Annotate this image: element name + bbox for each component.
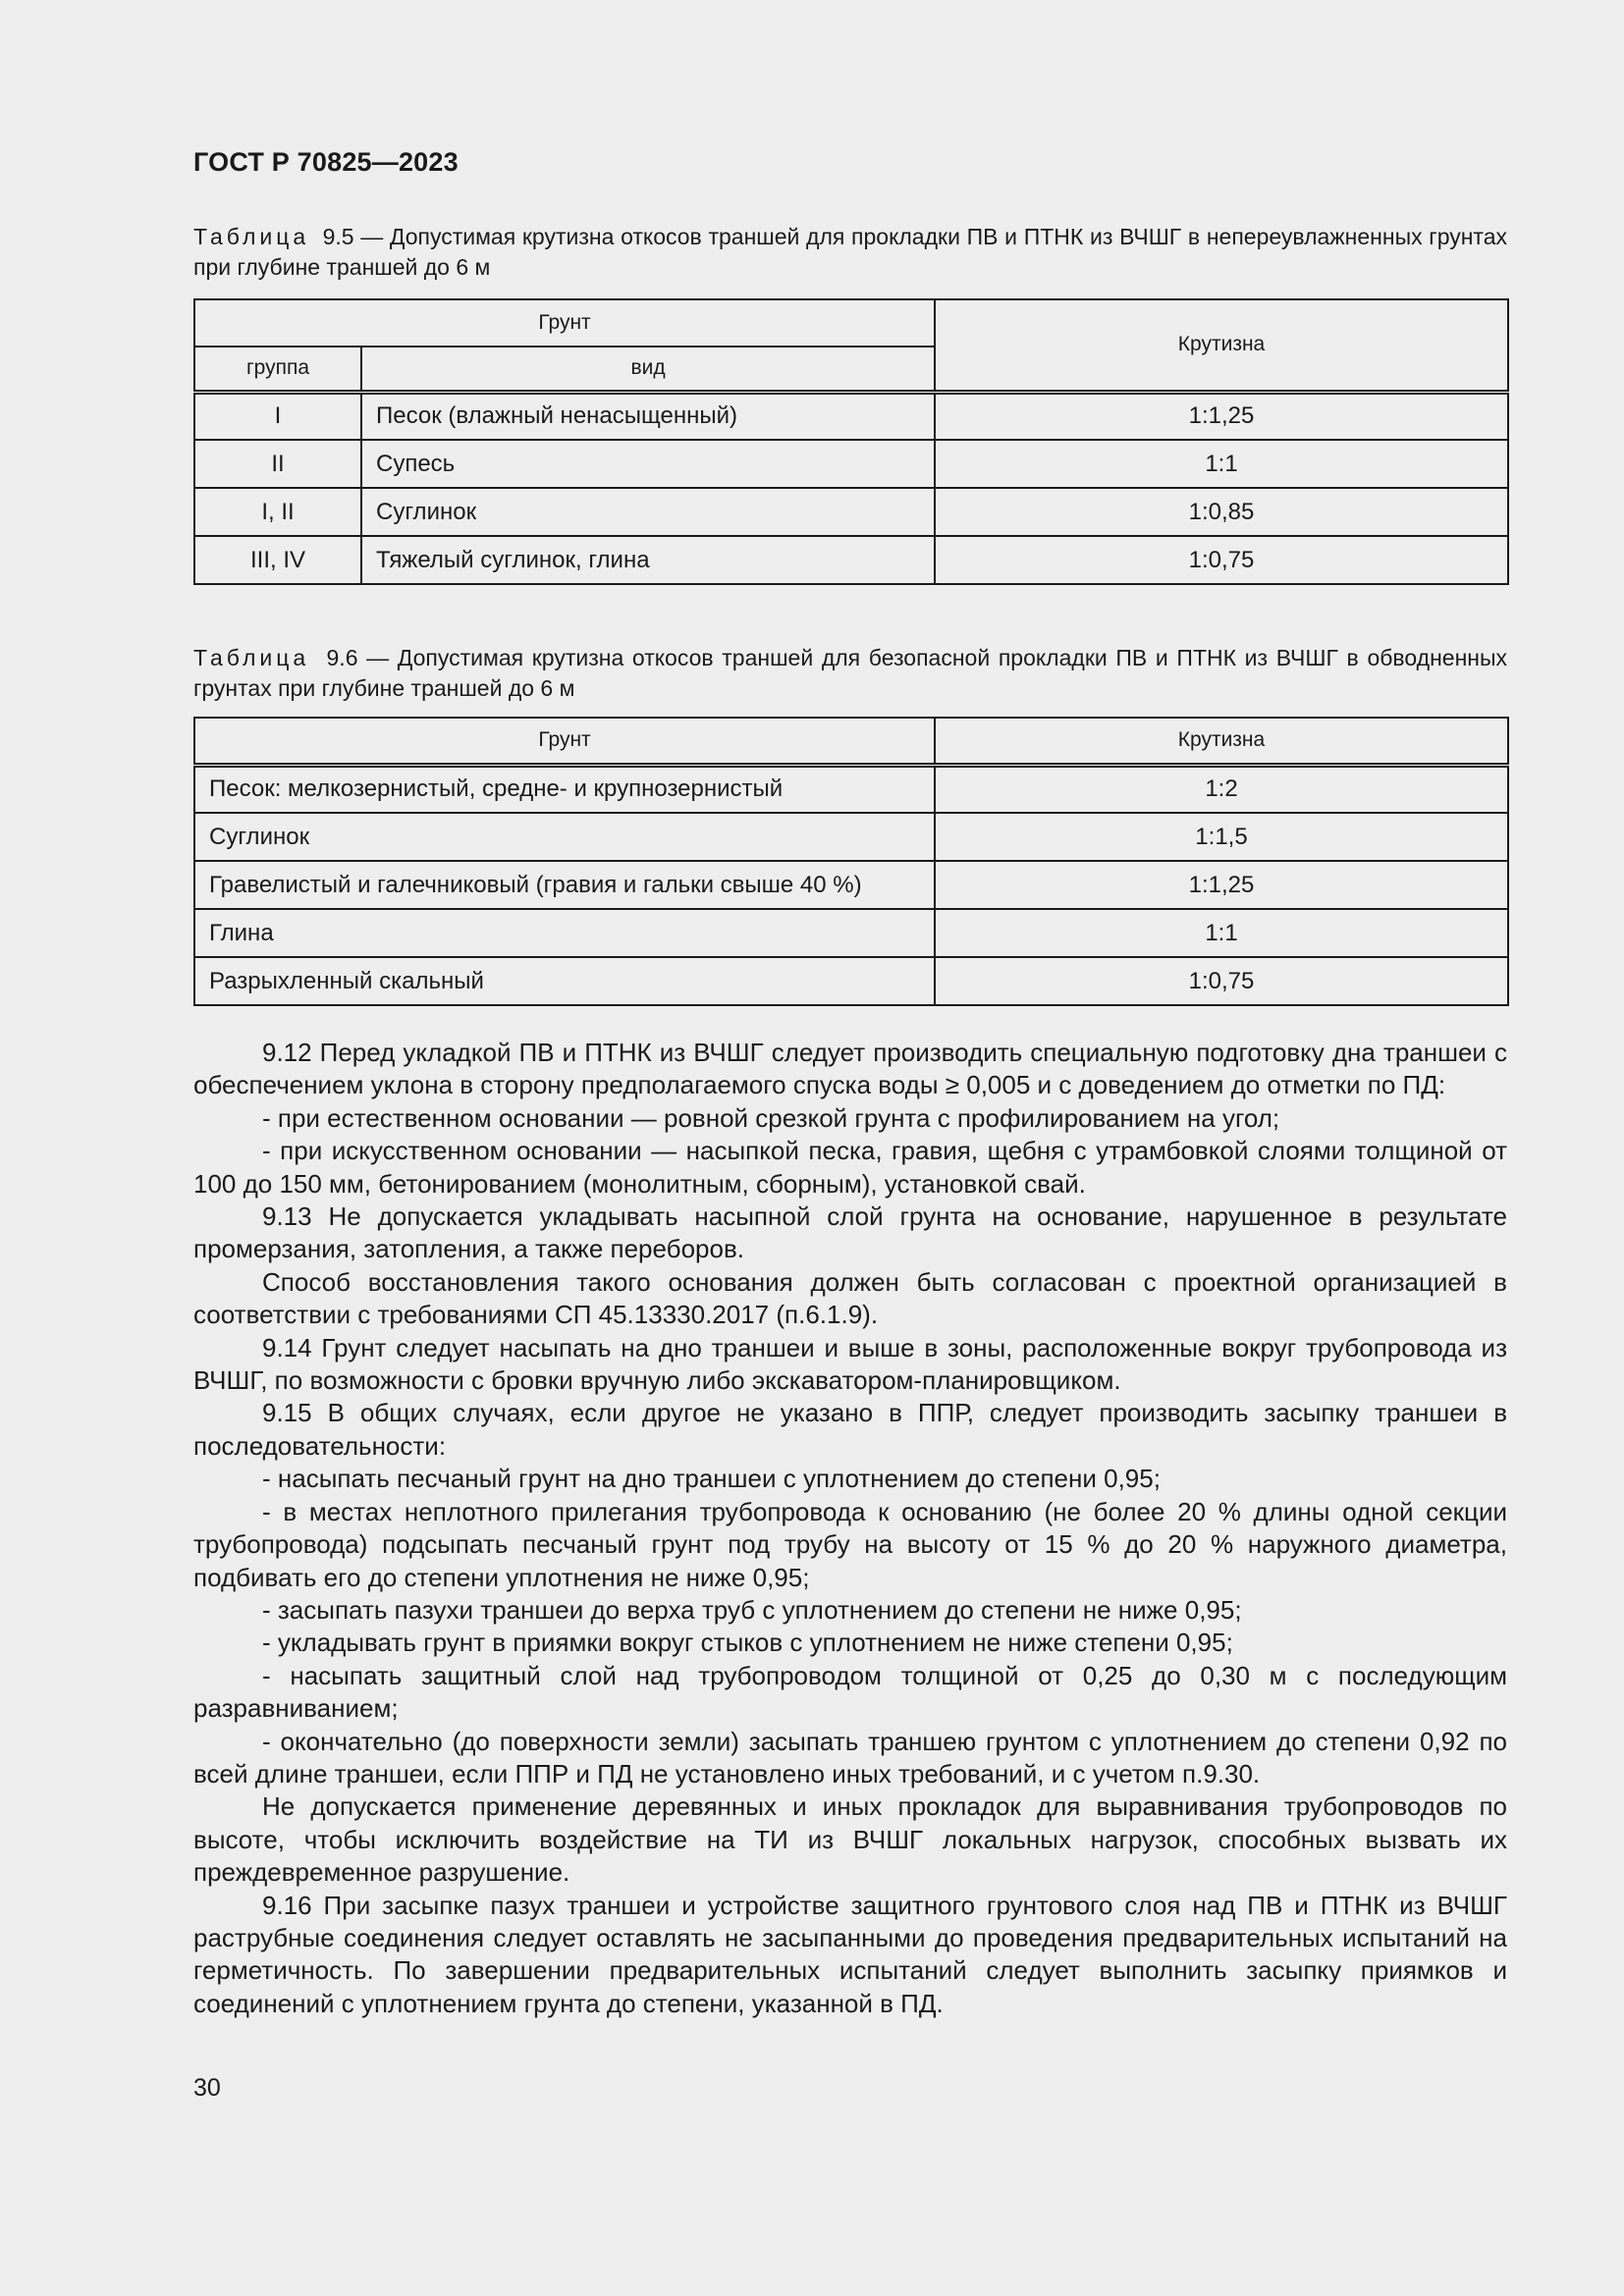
table-9-5-caption-text: 9.5 — Допустимая крутизна откосов траншей для прокладки ПВ и ПТНК из ВЧШГ в непереувлажненных грунтах при глубине траншей до 6 м [193, 224, 1507, 280]
table-9-6 [193, 717, 1509, 1006]
table-9-5-caption [193, 222, 1507, 283]
cell-slope: 1:1 [935, 909, 1508, 957]
cell-slope: 1:1,5 [935, 813, 1508, 861]
table-9-6-caption [193, 643, 1507, 704]
table-row [194, 536, 1508, 584]
cell-group: I, II [194, 488, 361, 536]
cell-group: I [194, 392, 361, 440]
table-row [194, 957, 1508, 1005]
list-item: - засыпать пазухи траншеи до верха труб с уплотнением до степени не ниже 0,95; [262, 1594, 1242, 1625]
table-row [194, 440, 1508, 488]
header-soil: Грунт [194, 718, 935, 765]
document-header: ГОСТ Р 70825—2023 [193, 147, 459, 177]
table-row [194, 813, 1508, 861]
paragraph-9-16: 9.16 При засыпке пазух траншеи и устройстве защитного грунтового слоя над ПВ и ПТНК из ВЧШГ раструбные соединения следует оставлять не засыпанными до проведения предварительных испытаний на герметичность. По завершении предварительных испытаний следует выполнить засыпку приямков и соединений с уплотнением грунта до степени, указанной в ПД. [193, 1890, 1507, 2018]
cell-group: II [194, 440, 361, 488]
cell-soil: Глина [194, 909, 935, 957]
paragraph-9-13: 9.13 Не допускается укладывать насыпной слой грунта на основание, нарушенное в результате промерзания, затопления, а также переборов. [193, 1201, 1507, 1264]
cell-slope: 1:1,25 [935, 392, 1508, 440]
list-item: - насыпать песчаный грунт на дно траншеи с уплотнением до степени 0,95; [262, 1464, 1161, 1494]
list-item: - при искусственном основании — насыпкой песка, гравия, щебня с утрамбовкой слоями толщиной от 100 до 150 мм, бетонированием (монолитным, сборным), установкой свай. [193, 1136, 1507, 1199]
table-header-row [194, 718, 1508, 765]
list-item: - в местах неплотного прилегания трубопровода к основанию (не более 20 % длины одной секции трубопровода) подсыпать песчаный грунт под трубу на высоту от 15 % до 20 % наружного диаметра, подбивать его до степени уплотнения не ниже 0,95; [193, 1496, 1507, 1592]
table-row [194, 765, 1508, 813]
paragraph-9-14: 9.14 Грунт следует насыпать на дно траншеи и выше в зоны, расположенные вокруг трубопровода из ВЧШГ, по возможности с бровки вручную либо экскаватором-планировщиком. [193, 1332, 1507, 1396]
cell-slope: 1:1 [935, 440, 1508, 488]
cell-type: Суглинок [361, 488, 935, 536]
cell-soil: Гравелистый и галечниковый (гравия и гальки свыше 40 %) [194, 861, 935, 909]
table-row [194, 861, 1508, 909]
cell-slope: 1:0,75 [935, 536, 1508, 584]
table-9-5 [193, 298, 1509, 585]
cell-type: Песок (влажный ненасыщенный) [361, 392, 935, 440]
table-header-row [194, 299, 1508, 347]
list-item: - окончательно (до поверхности земли) засыпать траншею грунтом с уплотнением до степени 0,92 по всей длине траншеи, если ППР и ПД не установлено иных требований, и с учетом п.9.30. [193, 1726, 1507, 1789]
cell-type: Супесь [361, 440, 935, 488]
header-type: вид [361, 347, 935, 392]
table-row [194, 392, 1508, 440]
table-9-6-caption-text: 9.6 — Допустимая крутизна откосов траншей для безопасной прокладки ПВ и ПТНК из ВЧШГ в обводненных грунтах при глубине траншей до 6 м [193, 645, 1507, 701]
paragraph-9-15: 9.15 В общих случаях, если другое не указано в ППР, следует производить засыпку траншеи в последовательности: [193, 1398, 1507, 1461]
table-row [194, 488, 1508, 536]
paragraph: Способ восстановления такого основания должен быть согласован с проектной организацией в соответствии с требованиями СП 45.13330.2017 (п.6.1.9). [193, 1266, 1507, 1330]
list-item: - укладывать грунт в приямки вокруг стыков с уплотнением не ниже степени 0,95; [262, 1628, 1233, 1658]
paragraph: Не допускается применение деревянных и иных прокладок для выравнивания трубопроводов по высоте, чтобы исключить воздействие на ТИ из ВЧШГ локальных нагрузок, способных вызвать их преждевременное разрушение. [193, 1791, 1507, 1888]
table-9-5-caption-prefix: Таблица [193, 224, 310, 249]
table-9-6-caption-prefix: Таблица [193, 645, 310, 670]
cell-slope: 1:1,25 [935, 861, 1508, 909]
header-group: группа [194, 347, 361, 392]
cell-soil: Разрыхленный скальный [194, 957, 935, 1005]
cell-slope: 1:0,75 [935, 957, 1508, 1005]
page-number: 30 [193, 2074, 221, 2102]
header-soil: Грунт [194, 299, 935, 347]
header-slope: Крутизна [935, 718, 1508, 765]
paragraph-9-12: 9.12 Перед укладкой ПВ и ПТНК из ВЧШГ следует производить специальную подготовку дна траншеи с обеспечением уклона в сторону предполагаемого спуска воды ≥ 0,005 и с доведением до отметки по ПД: [193, 1038, 1507, 1100]
list-item: - насыпать защитный слой над трубопроводом толщиной от 0,25 до 0,30 м с последующим разравниванием; [193, 1660, 1507, 1724]
cell-soil: Суглинок [194, 813, 935, 861]
table-row [194, 909, 1508, 957]
cell-type: Тяжелый суглинок, глина [361, 536, 935, 584]
cell-group: III, IV [194, 536, 361, 584]
cell-slope: 1:0,85 [935, 488, 1508, 536]
cell-slope: 1:2 [935, 765, 1508, 813]
body-text [193, 1037, 1507, 2020]
cell-soil: Песок: мелкозернистый, средне- и крупнозернистый [194, 765, 935, 813]
header-slope: Крутизна [935, 299, 1508, 392]
list-item: - при естественном основании — ровной срезкой грунта с профилированием на угол; [262, 1102, 1280, 1133]
